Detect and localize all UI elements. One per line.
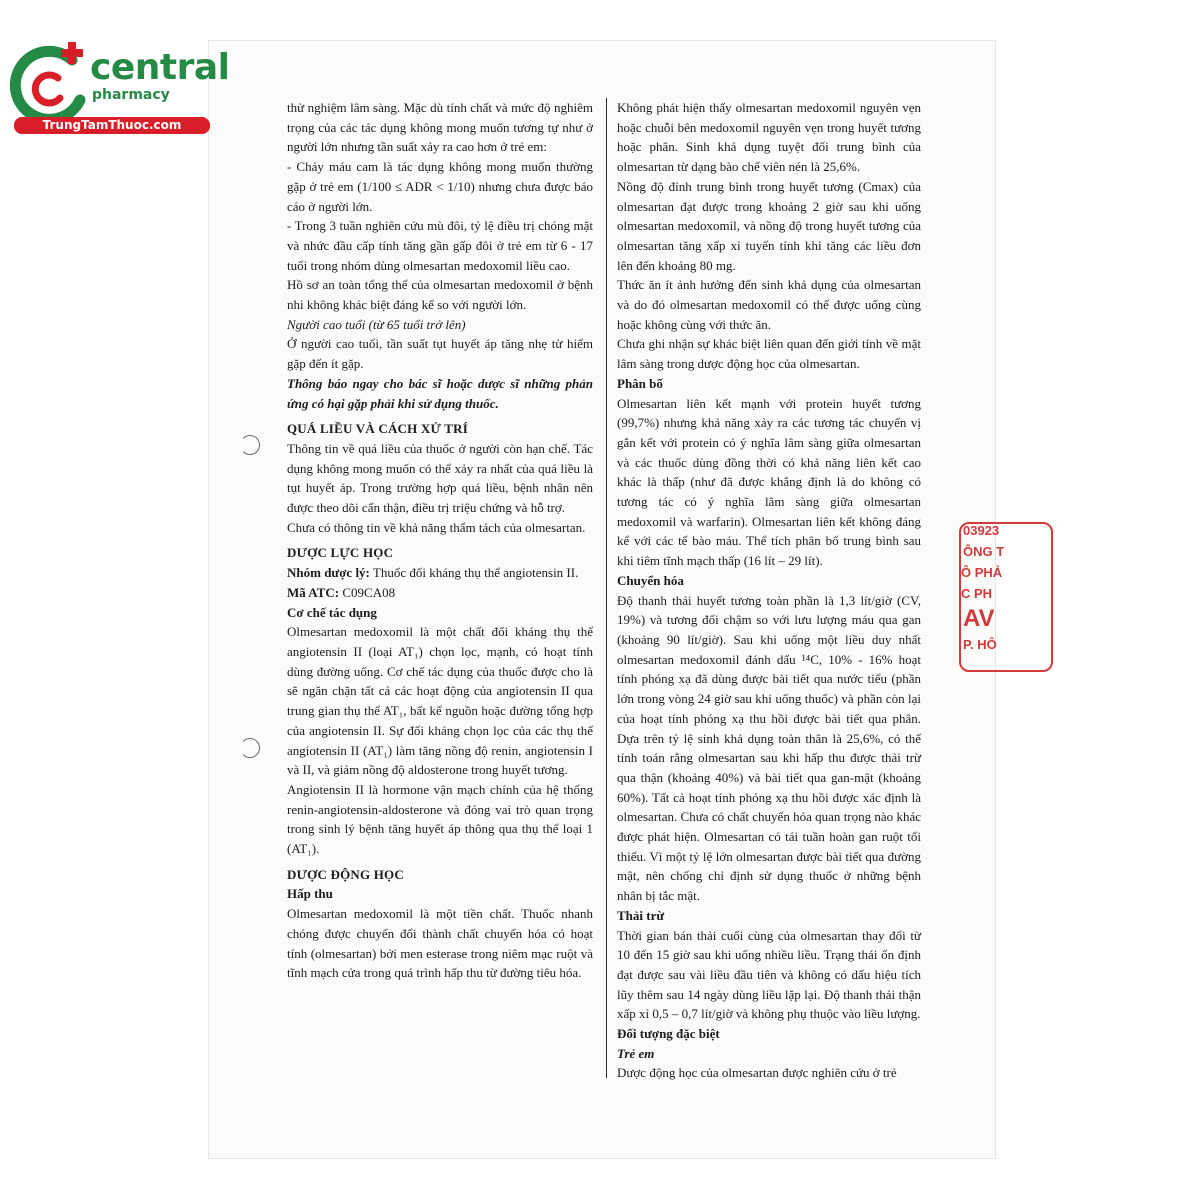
paragraph: Hồ sơ an toàn tổng thể của olmesartan medoxomil ở bệnh nhi không khác biệt đáng kể so với người lớn. <box>287 277 593 313</box>
paragraph: Nồng độ đỉnh trung bình trong huyết tương (Cmax) của olmesartan đạt được trong khoảng 2 giờ sau khi uống olmesartan medoxomil, và nồng độ trong huyết tương của olmesartan tăng xấp xỉ tuyến tính khi tăng các liều đơn lên đến khoảng 80 mg. <box>617 178 921 273</box>
section-heading: QUÁ LIỀU VÀ CÁCH XỬ TRÍ <box>287 421 468 437</box>
paragraph: Không phát hiện thấy olmesartan medoxomil nguyên vẹn hoặc chuỗi bên medoxomil nguyên vẹn trong huyết tương hoặc phân. Sinh khả dụng tuyệt đối trung bình của olmesartan từ dạng bào chế viên nén là 25,6%. <box>617 100 921 175</box>
red-stamp <box>957 520 1005 670</box>
brand-website: TrungTamThuoc.com <box>14 117 210 134</box>
stamp-line: P. HÔ <box>963 637 997 652</box>
paragraph: Olmesartan medoxomil là một chất đối kháng thụ thể angiotensin II (loại AT₁) chọn lọc, mạnh, có hoạt tính dùng đường uống. Cơ chế tác dụng của thuốc được cho là sẽ ngăn chặn tất cả các hoạt động của angiotensin II qua trung gian thụ thể AT₁, bất kể nguồn hoặc đường tổng hợp của angiotensin II. Sự đối kháng chọn lọc của các thụ thể angiotensin II (AT₁) làm tăng nồng độ renin, angiotensin I và II, và giảm nồng độ aldosterone trong huyết tương. <box>287 624 593 778</box>
stamp-line: AV <box>963 605 995 632</box>
paragraph: Olmesartan liên kết mạnh với protein huyết tương (99,7%) nhưng khả năng xảy ra các tương tác chuyển vị gắn kết với protein có ý nghĩa lâm sàng giữa olmesartan và các thuốc dùng đồng thời có khả năng liên kết cao khác là thấp (như đã được khẳng định là do không có tương tác có ý nghĩa lâm sàng giữa olmesartan medoxomil và warfarin). Olmesartan liên kết không đáng kể với các tế bào máu. Thể tích phân bố trung bình sau khi tiêm tĩnh mạch thấp (16 lít – 29 lít). <box>617 395 921 569</box>
brand-name: central <box>90 47 230 88</box>
stamp-line: C PH <box>961 586 993 601</box>
paragraph: Chưa ghi nhận sự khác biệt liên quan đến giới tính về mặt lâm sàng trong dược động học của olmesartan. <box>617 336 921 372</box>
paragraph: - Chảy máu cam là tác dụng không mong muốn thường gặp ở trẻ em (1/100 ≤ ADR < 1/10) nhưng chưa được báo cáo ở người lớn. <box>287 159 593 214</box>
paragraph: thử nghiệm lâm sàng. Mặc dù tính chất và mức độ nghiêm trọng của các tác dụng không mong muốn tương tự như ở người lớn nhưng tần suất xảy ra cao hơn ở trẻ em: <box>287 100 593 155</box>
subsection-heading: Thải trừ <box>617 907 665 923</box>
section-heading: DƯỢC ĐỘNG HỌC <box>287 866 404 882</box>
subsection-heading: Hấp thu <box>287 886 333 902</box>
section-heading: DƯỢC LỰC HỌC <box>287 545 394 561</box>
column-divider <box>606 98 607 1078</box>
punch-hole <box>240 738 260 758</box>
brand-subtitle: pharmacy <box>92 87 170 103</box>
text-column-left <box>287 98 593 983</box>
subsection-heading: Đối tượng đặc biệt <box>617 1026 720 1042</box>
subsection-heading: Phân bố <box>617 375 663 391</box>
stamp-line: ÔNG T <box>963 544 1005 559</box>
paragraph: Angiotensin II là hormone vận mạch chính của hệ thống renin-angiotensin-aldosterone và đóng vai trò quan trọng trong sinh lý bệnh tăng huyết áp thông qua thụ thể loại 1 (AT₁). <box>287 781 593 857</box>
stamp-line: 03923 <box>963 523 1000 538</box>
paragraph: Thời gian bán thải cuối cùng của olmesartan thay đổi từ 10 đến 15 giờ sau khi uống nhiều liều. Trạng thái ổn định đạt được sau vài liều đầu tiên và không có dấu hiệu tích lũy thêm sau 14 ngày dùng liều lặp lại. Độ thanh thải thận xấp xỉ 0,5 – 0,7 lít/giờ và không phụ thuộc vào liều lượng. <box>617 927 921 1022</box>
paragraph: Ở người cao tuổi, tần suất tụt huyết áp tăng nhẹ từ hiếm gặp đến ít gặp. <box>287 336 593 372</box>
paragraph: Chưa có thông tin về khả năng thẩm tách của olmesartan. <box>287 519 586 535</box>
subsection-heading: Chuyển hóa <box>617 572 684 588</box>
subsection-heading: Cơ chế tác dụng <box>287 604 377 620</box>
paragraph: Thông tin về quá liều của thuốc ở người còn hạn chế. Tác dụng không mong muốn có thể xảy ra nhất của quá liều là tụt huyết áp. Trong trường hợp quá liều, bệnh nhân nên được theo dõi cẩn thận, điều trị triệu chứng và hỗ trợ. <box>287 440 593 516</box>
paragraph: Thông báo ngay cho bác sĩ hoặc dược sĩ những phản ứng có hại gặp phải khi sử dụng thuốc. <box>287 375 593 411</box>
paragraph: Olmesartan medoxomil là một tiền chất. Thuốc nhanh chóng được chuyển đổi thành chất chuyển hóa có hoạt tính (olmesartan) bởi men esterase trong niêm mạc ruột và tĩnh mạch cửa trong quá trình hấp thu từ đường tiêu hóa. <box>287 906 593 981</box>
paragraph: - Trong 3 tuần nghiên cứu mù đôi, tỷ lệ điều trị chóng mặt và nhức đầu cấp tính tăng gần gấp đôi ở trẻ em từ 6 - 17 tuổi trong nhóm dùng olmesartan medoxomil liều cao. <box>287 218 593 273</box>
text-column-right <box>617 98 921 1083</box>
paragraph: Người cao tuổi (từ 65 tuổi trở lên) <box>287 316 466 332</box>
paragraph: Nhóm dược lý: Thuốc đối kháng thụ thể angiotensin II. <box>287 565 579 581</box>
paragraph: Mã ATC: C09CA08 <box>287 584 396 600</box>
punch-hole <box>240 435 260 455</box>
stamp-line: Ô PHẢ <box>961 565 1003 580</box>
paragraph: Trẻ em <box>617 1045 655 1061</box>
paragraph: Dược động học của olmesartan được nghiên cứu ở trẻ <box>617 1065 897 1081</box>
paragraph: Độ thanh thải huyết tương toàn phần là 1,3 lít/giờ (CV, 19%) và tương đối chậm so với lưu lượng máu qua gan (khoảng 90 lít/giờ). Sau khi uống một liều duy nhất olmesartan medoxomil đánh dấu ¹⁴C, 10% - 16% hoạt tính phóng xạ đã dùng được bài tiết qua nước tiểu (phần lớn trong vòng 24 giờ sau khi uống thuốc) và phần còn lại của hoạt tính phóng xạ thu hồi được bài tiết qua phân. Dựa trên tỷ lệ sinh khả dụng toàn thân là 25,6%, có thể tính toán rằng olmesartan sau khi hấp thu được thải trừ qua thận (khoảng 40%) và bài tiết qua gan-mật (khoảng 60%). Tất cả hoạt tính phóng xạ thu hồi được xác định là olmesartan. Chưa có chất chuyển hóa quan trọng nào khác được phát hiện. Olmesartan có tái tuần hoàn gan ruột tối thiểu. Vì một tỷ lệ lớn olmesartan được bài tiết qua đường mật, nên chống chỉ định sử dụng thuốc ở những bệnh nhân bị tắc mật. <box>617 592 921 904</box>
paragraph: Thức ăn ít ảnh hưởng đến sinh khả dụng của olmesartan và do đó olmesartan medoxomil có thể được uống cùng hoặc không cùng với thức ăn. <box>617 277 921 332</box>
